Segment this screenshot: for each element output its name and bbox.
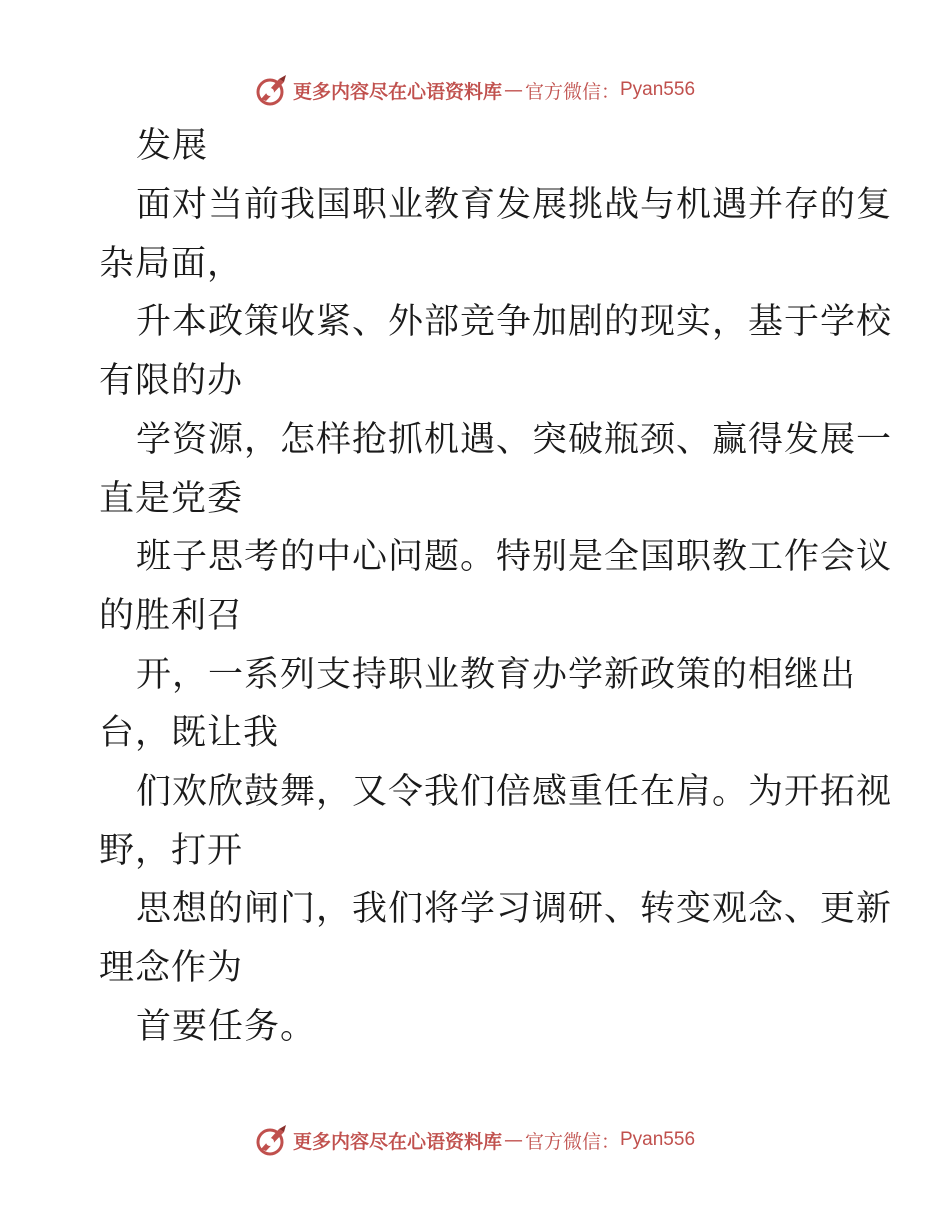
wechat-id: Pyan556 xyxy=(620,1129,696,1150)
text-line: 学资源，怎样抢抓机遇、突破瓶颈、赢得发展一 xyxy=(136,420,893,460)
header-banner xyxy=(0,70,950,110)
text-line: 们欢欣鼓舞，又令我们倍感重任在肩。为开拓视 xyxy=(136,772,893,812)
text-line: 的胜利召 xyxy=(99,596,244,636)
wechat-id: Pyan556 xyxy=(620,79,696,100)
text-line: 思想的闸门，我们将学习调研、转变观念、更新 xyxy=(136,889,893,929)
promo-text: 更多内容尽在心语资料库 xyxy=(292,80,502,103)
wechat-label: 官方微信： xyxy=(524,80,620,103)
text-line: 直是党委 xyxy=(99,479,244,519)
text-line: 面对当前我国职业教育发展挑战与机遇并存的复 xyxy=(136,185,893,225)
text-line: 野，打开 xyxy=(99,831,244,871)
text-line: 开，一系列支持职业教育办学新政策的相继出 xyxy=(136,655,857,695)
text-line: 台，既让我 xyxy=(99,713,280,753)
separator-dash: — xyxy=(503,79,523,101)
text-line: 理念作为 xyxy=(99,948,244,988)
text-line: 杂局面， xyxy=(99,244,244,284)
footer-banner xyxy=(0,1120,950,1160)
text-line: 班子思考的中心问题。特别是全国职教工作会议 xyxy=(136,537,893,577)
text-line: 发展 xyxy=(136,126,209,166)
separator-dash: — xyxy=(503,1129,523,1151)
text-line: 有限的办 xyxy=(99,361,244,401)
text-line: 首要任务。 xyxy=(136,1007,317,1047)
promo-text: 更多内容尽在心语资料库 xyxy=(292,1130,502,1153)
text-line: 升本政策收紧、外部竞争加剧的现实，基于学校 xyxy=(136,302,893,342)
wechat-label: 官方微信： xyxy=(524,1130,620,1153)
quill-pen-logo-icon xyxy=(255,1123,289,1157)
quill-pen-logo-icon xyxy=(255,73,289,107)
